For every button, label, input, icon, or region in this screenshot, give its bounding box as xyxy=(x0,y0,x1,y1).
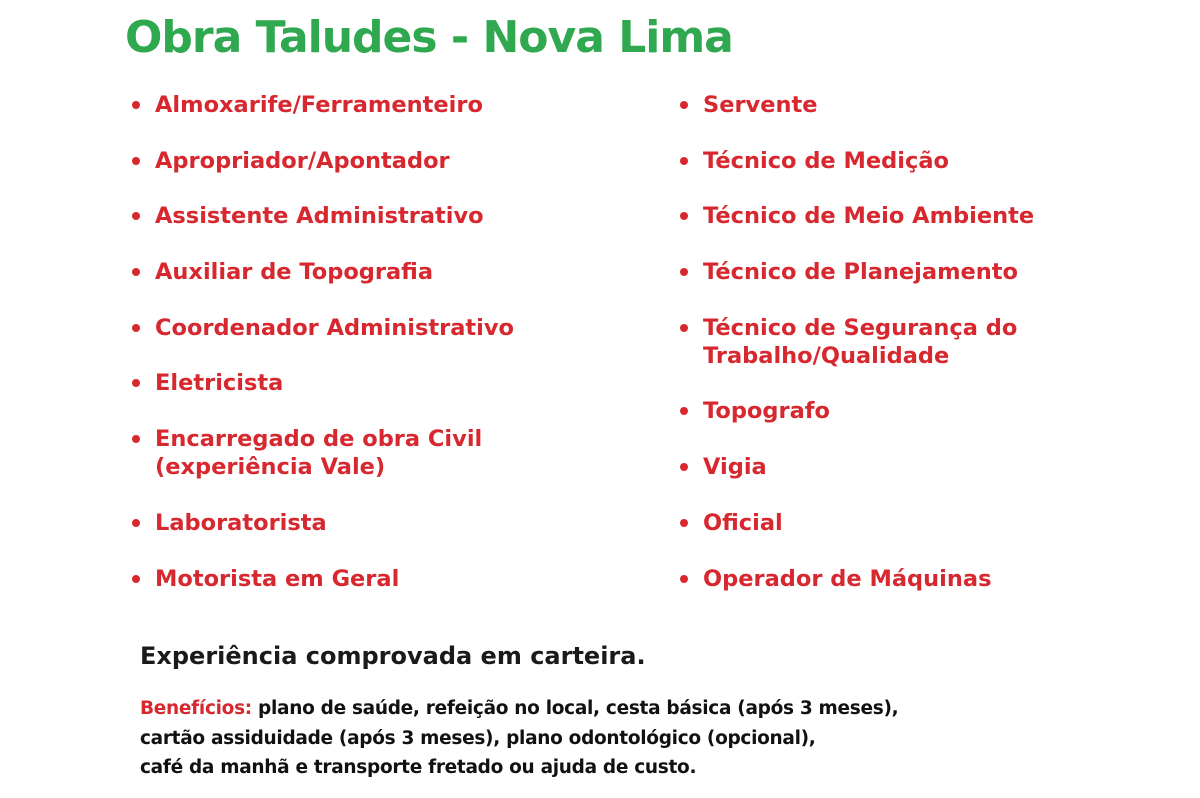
job-item xyxy=(132,369,514,397)
bullet-icon xyxy=(680,407,688,415)
job-item xyxy=(132,314,514,342)
bullet-icon xyxy=(680,324,688,332)
job-item xyxy=(132,202,514,230)
job-label: Encarregado de obra Civil xyxy=(155,426,483,453)
job-list-right xyxy=(680,91,1034,620)
job-label: Operador de Máquinas xyxy=(703,565,992,592)
bullet-icon xyxy=(132,379,140,387)
job-item xyxy=(680,91,1034,119)
job-label: Motorista em Geral xyxy=(155,565,400,592)
job-label: Topografo xyxy=(703,398,831,425)
job-item xyxy=(132,509,514,537)
bullet-icon xyxy=(132,435,140,443)
bullet-icon xyxy=(132,268,140,276)
benefits-line-2: cartão assiduidade (após 3 meses), plano odontológico (opcional), xyxy=(140,727,816,749)
job-item xyxy=(132,425,514,481)
job-item xyxy=(132,565,514,593)
job-item xyxy=(680,565,1034,593)
job-item xyxy=(680,147,1034,175)
job-item xyxy=(680,509,1034,537)
job-label: Eletricista xyxy=(155,370,284,397)
bullet-icon xyxy=(680,575,688,583)
bullet-icon xyxy=(680,101,688,109)
bullet-icon xyxy=(132,324,140,332)
job-item xyxy=(680,453,1034,481)
job-label: Vigia xyxy=(703,454,767,481)
job-label: Laboratorista xyxy=(155,509,327,536)
job-label: Auxiliar de Topografia xyxy=(155,259,434,286)
job-label: Servente xyxy=(703,92,818,118)
bullet-icon xyxy=(132,157,140,165)
job-item xyxy=(132,147,514,175)
bullet-icon xyxy=(680,268,688,276)
job-label: Técnico de Meio Ambiente xyxy=(703,203,1035,230)
bullet-icon xyxy=(132,212,140,220)
benefits-block xyxy=(140,694,898,783)
job-item xyxy=(680,314,1034,370)
benefits-text: plano de saúde, refeição no local, cesta básica (após 3 meses), xyxy=(258,698,899,719)
job-list-left xyxy=(132,91,514,620)
bullet-icon xyxy=(132,101,140,109)
job-label: Técnico de Segurança do xyxy=(703,314,1018,341)
job-label: Técnico de Planejamento xyxy=(703,259,1019,286)
job-label: Coordenador Administrativo xyxy=(155,314,515,341)
job-label: Apropriador/Apontador xyxy=(155,147,450,174)
job-label: Almoxarife/Ferramenteiro xyxy=(155,92,483,118)
job-item xyxy=(680,258,1034,286)
benefits-label: Benefícios: xyxy=(140,698,252,719)
job-label: Técnico de Medição xyxy=(703,147,949,174)
benefits-line-1 xyxy=(140,694,898,724)
job-label-continued: Trabalho/Qualidade xyxy=(703,342,950,369)
benefits-line-3: café da manhã e transporte fretado ou ajuda de custo. xyxy=(140,757,697,778)
bullet-icon xyxy=(680,463,688,471)
bullet-icon xyxy=(680,519,688,527)
job-label: Oficial xyxy=(703,509,783,536)
bullet-icon xyxy=(680,157,688,165)
experience-requirement: Experiência comprovada em carteira. xyxy=(140,642,646,670)
job-item xyxy=(132,91,514,119)
bullet-icon xyxy=(132,519,140,527)
page-title: Obra Taludes - Nova Lima xyxy=(125,12,733,63)
job-item xyxy=(680,397,1034,425)
job-item xyxy=(132,258,514,286)
bullet-icon xyxy=(132,575,140,583)
bullet-icon xyxy=(680,212,688,220)
job-label-continued: (experiência Vale) xyxy=(155,454,386,481)
job-item xyxy=(680,202,1034,230)
job-label: Assistente Administrativo xyxy=(155,203,484,230)
